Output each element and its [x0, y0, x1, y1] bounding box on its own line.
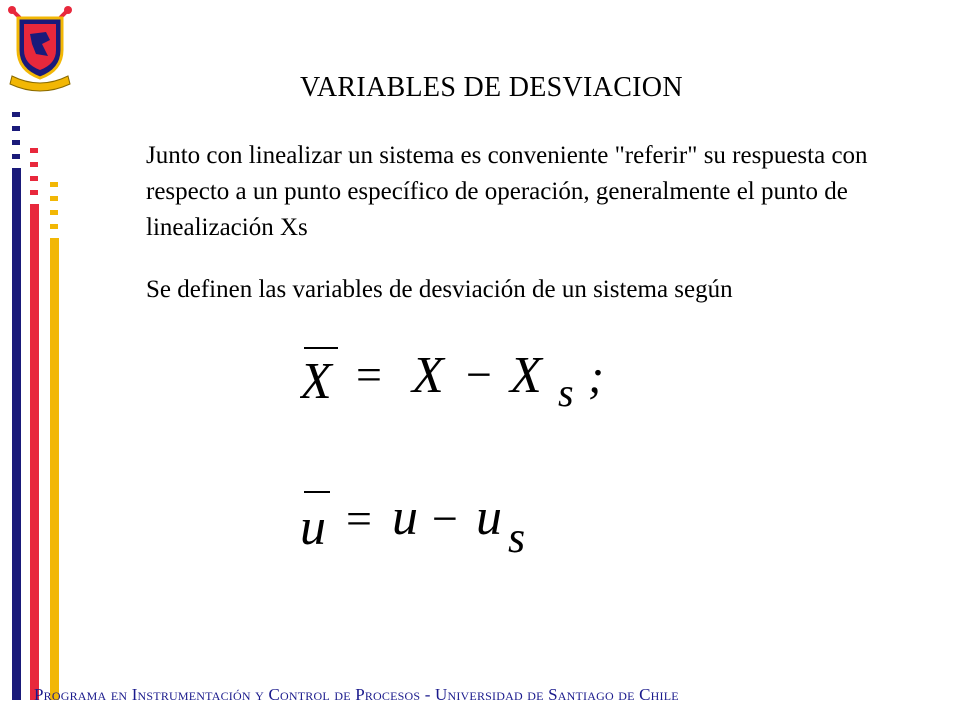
red-stripe — [30, 204, 39, 700]
eq2-term: u — [392, 489, 418, 546]
eq1-end: ; — [588, 350, 604, 403]
decorative-dash — [50, 210, 58, 215]
eq2-subscript: s — [508, 513, 526, 562]
equation-x-deviation — [300, 342, 630, 422]
intro-paragraph: Junto con linealizar un sistema es conveniente "referir" su respuesta con respecto a un punto específico de operación, generalmente el punto de linealización Xs — [146, 142, 868, 241]
decorative-dash — [30, 148, 38, 153]
decorative-dash — [50, 224, 58, 229]
decorative-dash — [12, 154, 20, 159]
eq1-subscript: s — [558, 370, 574, 415]
definition-paragraph: Se definen las variables de desviación de un sistema según — [146, 276, 733, 303]
eq2-base: u — [476, 489, 502, 546]
eq1-term: X — [412, 347, 444, 404]
slide-title: VARIABLES DE DESVIACION — [300, 72, 683, 103]
decorative-dash — [50, 182, 58, 187]
university-crest-icon — [6, 4, 74, 92]
decorative-dash — [12, 112, 20, 117]
equation-u-deviation — [300, 484, 560, 564]
decorative-dash — [30, 190, 38, 195]
decorative-dash — [12, 140, 20, 145]
eq2-equals: = — [346, 493, 372, 544]
decorative-dash — [50, 196, 58, 201]
gold-stripe — [50, 238, 59, 700]
eq2-minus: − — [432, 493, 458, 544]
decorative-dash — [30, 162, 38, 167]
decorative-dash — [12, 126, 20, 131]
decorative-dash — [30, 176, 38, 181]
eq1-base: X — [510, 347, 542, 404]
eq1-lhs: X — [300, 353, 332, 410]
navy-stripe — [12, 168, 21, 700]
footer-text: Programa en Instrumentación y Control de Procesos - Universidad de Santiago de Chile — [34, 685, 679, 704]
eq1-minus: − — [466, 349, 492, 400]
eq1-equals: = — [356, 349, 382, 400]
eq2-lhs: u — [300, 499, 326, 556]
